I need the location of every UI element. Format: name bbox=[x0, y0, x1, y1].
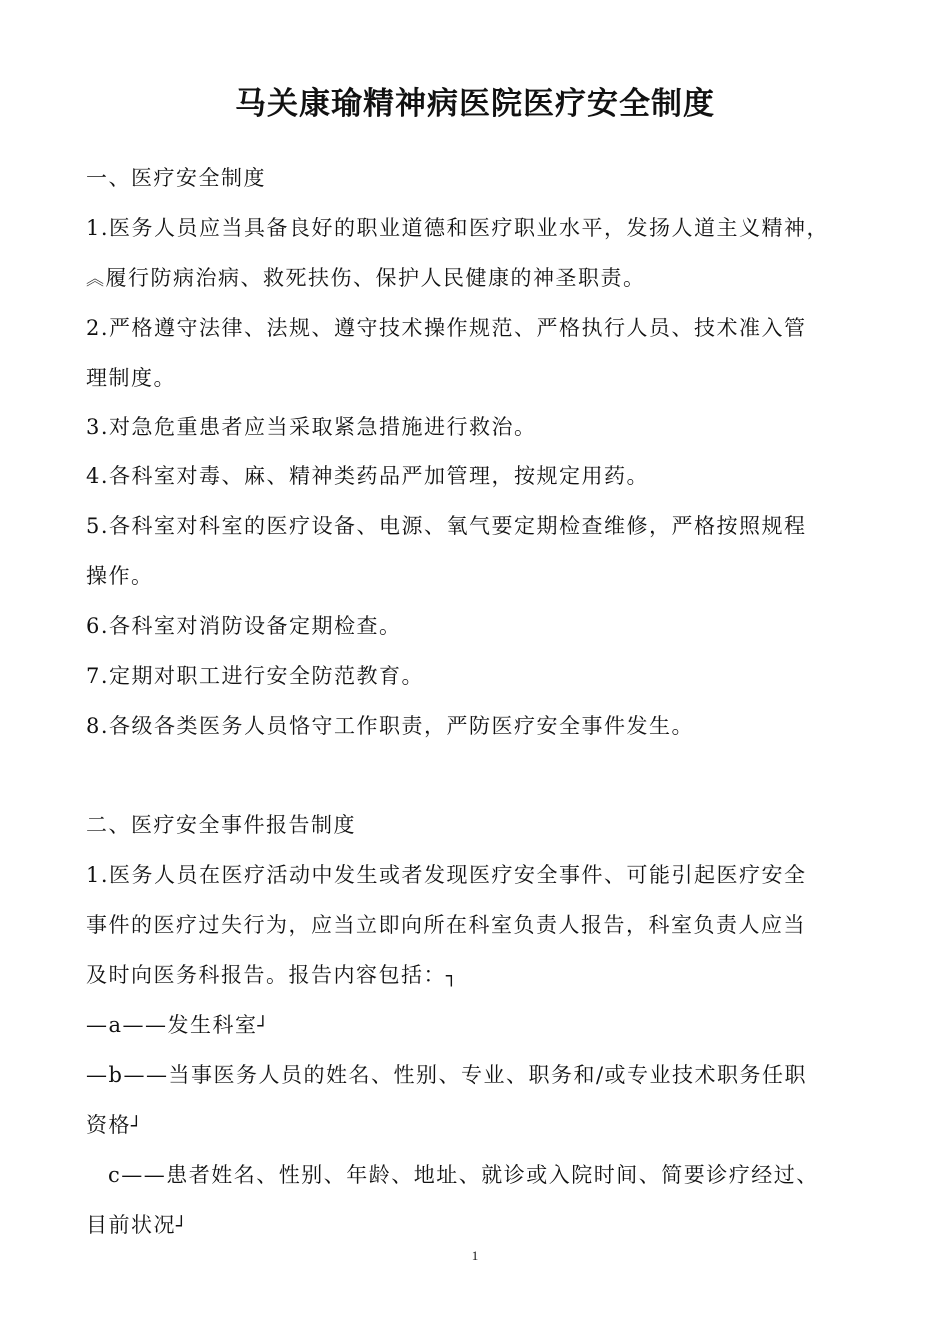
chevron-mark-icon: ︽ bbox=[86, 269, 106, 290]
line-text: 目前状况 bbox=[86, 1213, 176, 1237]
paragraph-line: 7.定期对职工进行安全防范教育。 bbox=[86, 664, 425, 688]
corner-mark-icon: ┘ bbox=[131, 1116, 144, 1137]
section-heading: 二、医疗安全事件报告制度 bbox=[86, 813, 356, 837]
paragraph-line bbox=[86, 1210, 876, 1242]
line-text: 履行防病治病、救死扶伤、保护人民健康的神圣职责。 bbox=[105, 266, 646, 290]
page-number: 1 bbox=[471, 1248, 479, 1263]
paragraph-line: 3.对急危重患者应当采取紧急措施进行救治。 bbox=[86, 415, 537, 439]
paragraph-line bbox=[86, 263, 876, 295]
corner-mark-icon: ┐ bbox=[446, 966, 459, 987]
paragraph-line bbox=[86, 1010, 876, 1042]
paragraph-line: 事件的医疗过失行为，应当立即向所在科室负责人报告，科室负责人应当 bbox=[86, 913, 806, 937]
section-heading: 一、医疗安全制度 bbox=[86, 166, 266, 190]
document-title: 马关康瑜精神病医院医疗安全制度 bbox=[235, 86, 715, 122]
paragraph-line: 4.各科室对毒、麻、精神类药品严加管理，按规定用药。 bbox=[86, 464, 650, 488]
paragraph-line: c——患者姓名、性别、年龄、地址、就诊或入院时间、简要诊疗经过、 bbox=[108, 1163, 819, 1187]
paragraph-line: 1.医务人员在医疗活动中发生或者发现医疗安全事件、可能引起医疗安全 bbox=[86, 863, 807, 887]
paragraph-line: —b——当事医务人员的姓名、性别、专业、职务和/或专业技术职务任职 bbox=[86, 1063, 808, 1087]
line-text: —a——发生科室 bbox=[86, 1013, 258, 1037]
corner-mark-icon: ┘ bbox=[176, 1216, 189, 1237]
paragraph-line: 操作。 bbox=[86, 564, 154, 588]
paragraph-line: 5.各科室对科室的医疗设备、电源、氧气要定期检查维修，严格按照规程 bbox=[86, 514, 807, 538]
paragraph-line: 6.各科室对消防设备定期检查。 bbox=[86, 614, 402, 638]
paragraph-line: 8.各级各类医务人员恪守工作职责，严防医疗安全事件发生。 bbox=[86, 714, 695, 738]
paragraph-line bbox=[86, 1110, 876, 1142]
line-text: 资格 bbox=[86, 1113, 131, 1137]
line-text: 及时向医务科报告。报告内容包括： bbox=[86, 963, 446, 987]
paragraph-line: 1.医务人员应当具备良好的职业道德和医疗职业水平，发扬人道主义精神， bbox=[86, 216, 830, 240]
corner-mark-icon: ┘ bbox=[257, 1016, 270, 1037]
paragraph-line: 2.严格遵守法律、法规、遵守技术操作规范、严格执行人员、技术准入管 bbox=[86, 316, 807, 340]
paragraph-line bbox=[86, 960, 876, 992]
paragraph-line: 理制度。 bbox=[86, 366, 176, 390]
